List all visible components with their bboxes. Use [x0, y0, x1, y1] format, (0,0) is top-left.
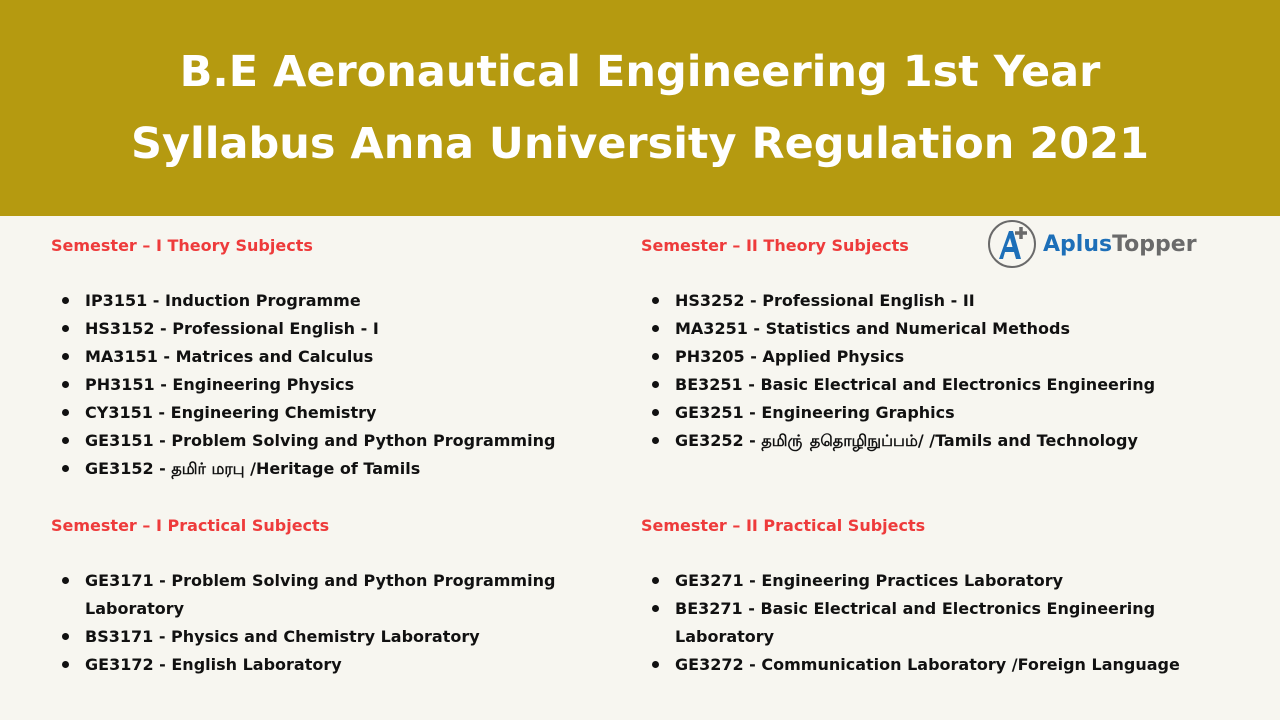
semester-2-practical-heading: Semester – II Practical Subjects	[641, 516, 926, 535]
semester-2-practical-list	[641, 567, 1221, 679]
aplus-topper-logo[interactable]	[987, 219, 1197, 269]
semester-1-practical-heading: Semester – I Practical Subjects	[51, 516, 330, 535]
semester-2-theory-heading: Semester – II Theory Subjects	[641, 236, 909, 255]
list-item: PH3205 - Applied Physics	[641, 343, 1221, 371]
list-item: GE3172 - English Laboratory	[51, 651, 591, 679]
list-item: BS3171 - Physics and Chemistry Laboratory	[51, 623, 591, 651]
list-item: GE3252 - தமிரு் ததொழிநுப்பம்/ /Tamils and Technology	[641, 427, 1141, 455]
list-item: GE3251 - Engineering Graphics	[641, 399, 1221, 427]
list-item: GE3151 - Problem Solving and Python Programming	[51, 427, 555, 455]
list-item: GE3152 - தமிர் மரபு /Heritage of Tamils	[51, 455, 555, 483]
list-item: HS3252 - Professional English - II	[641, 287, 1221, 315]
title-banner	[0, 0, 1280, 216]
list-item: GE3171 - Problem Solving and Python Programming Laboratory	[51, 567, 591, 623]
title-line-2: Syllabus Anna University Regulation 2021	[130, 119, 1150, 169]
logo-text-aplus: Aplus	[1043, 231, 1113, 257]
semester-2-theory-list	[641, 287, 1221, 455]
list-item: GE3272 - Communication Laboratory /Foreign Language	[641, 651, 1221, 679]
semester-1-theory-list	[51, 287, 555, 483]
list-item: MA3251 - Statistics and Numerical Methods	[641, 315, 1221, 343]
title-line-1: B.E Aeronautical Engineering 1st Year	[179, 47, 1101, 97]
list-item: MA3151 - Matrices and Calculus	[51, 343, 555, 371]
logo-text	[1043, 232, 1197, 257]
semester-1-practical-list	[51, 567, 591, 679]
logo-text-topper: Topper	[1112, 231, 1197, 257]
list-item: BE3271 - Basic Electrical and Electronics Engineering Laboratory	[641, 595, 1221, 651]
list-item: PH3151 - Engineering Physics	[51, 371, 555, 399]
list-item: GE3271 - Engineering Practices Laboratory	[641, 567, 1221, 595]
list-item: BE3251 - Basic Electrical and Electronics Engineering	[641, 371, 1221, 399]
list-item: CY3151 - Engineering Chemistry	[51, 399, 555, 427]
semester-1-theory-heading: Semester – I Theory Subjects	[51, 236, 313, 255]
list-item: IP3151 - Induction Programme	[51, 287, 555, 315]
aplus-logo-icon	[987, 219, 1037, 269]
list-item: HS3152 - Professional English - I	[51, 315, 555, 343]
